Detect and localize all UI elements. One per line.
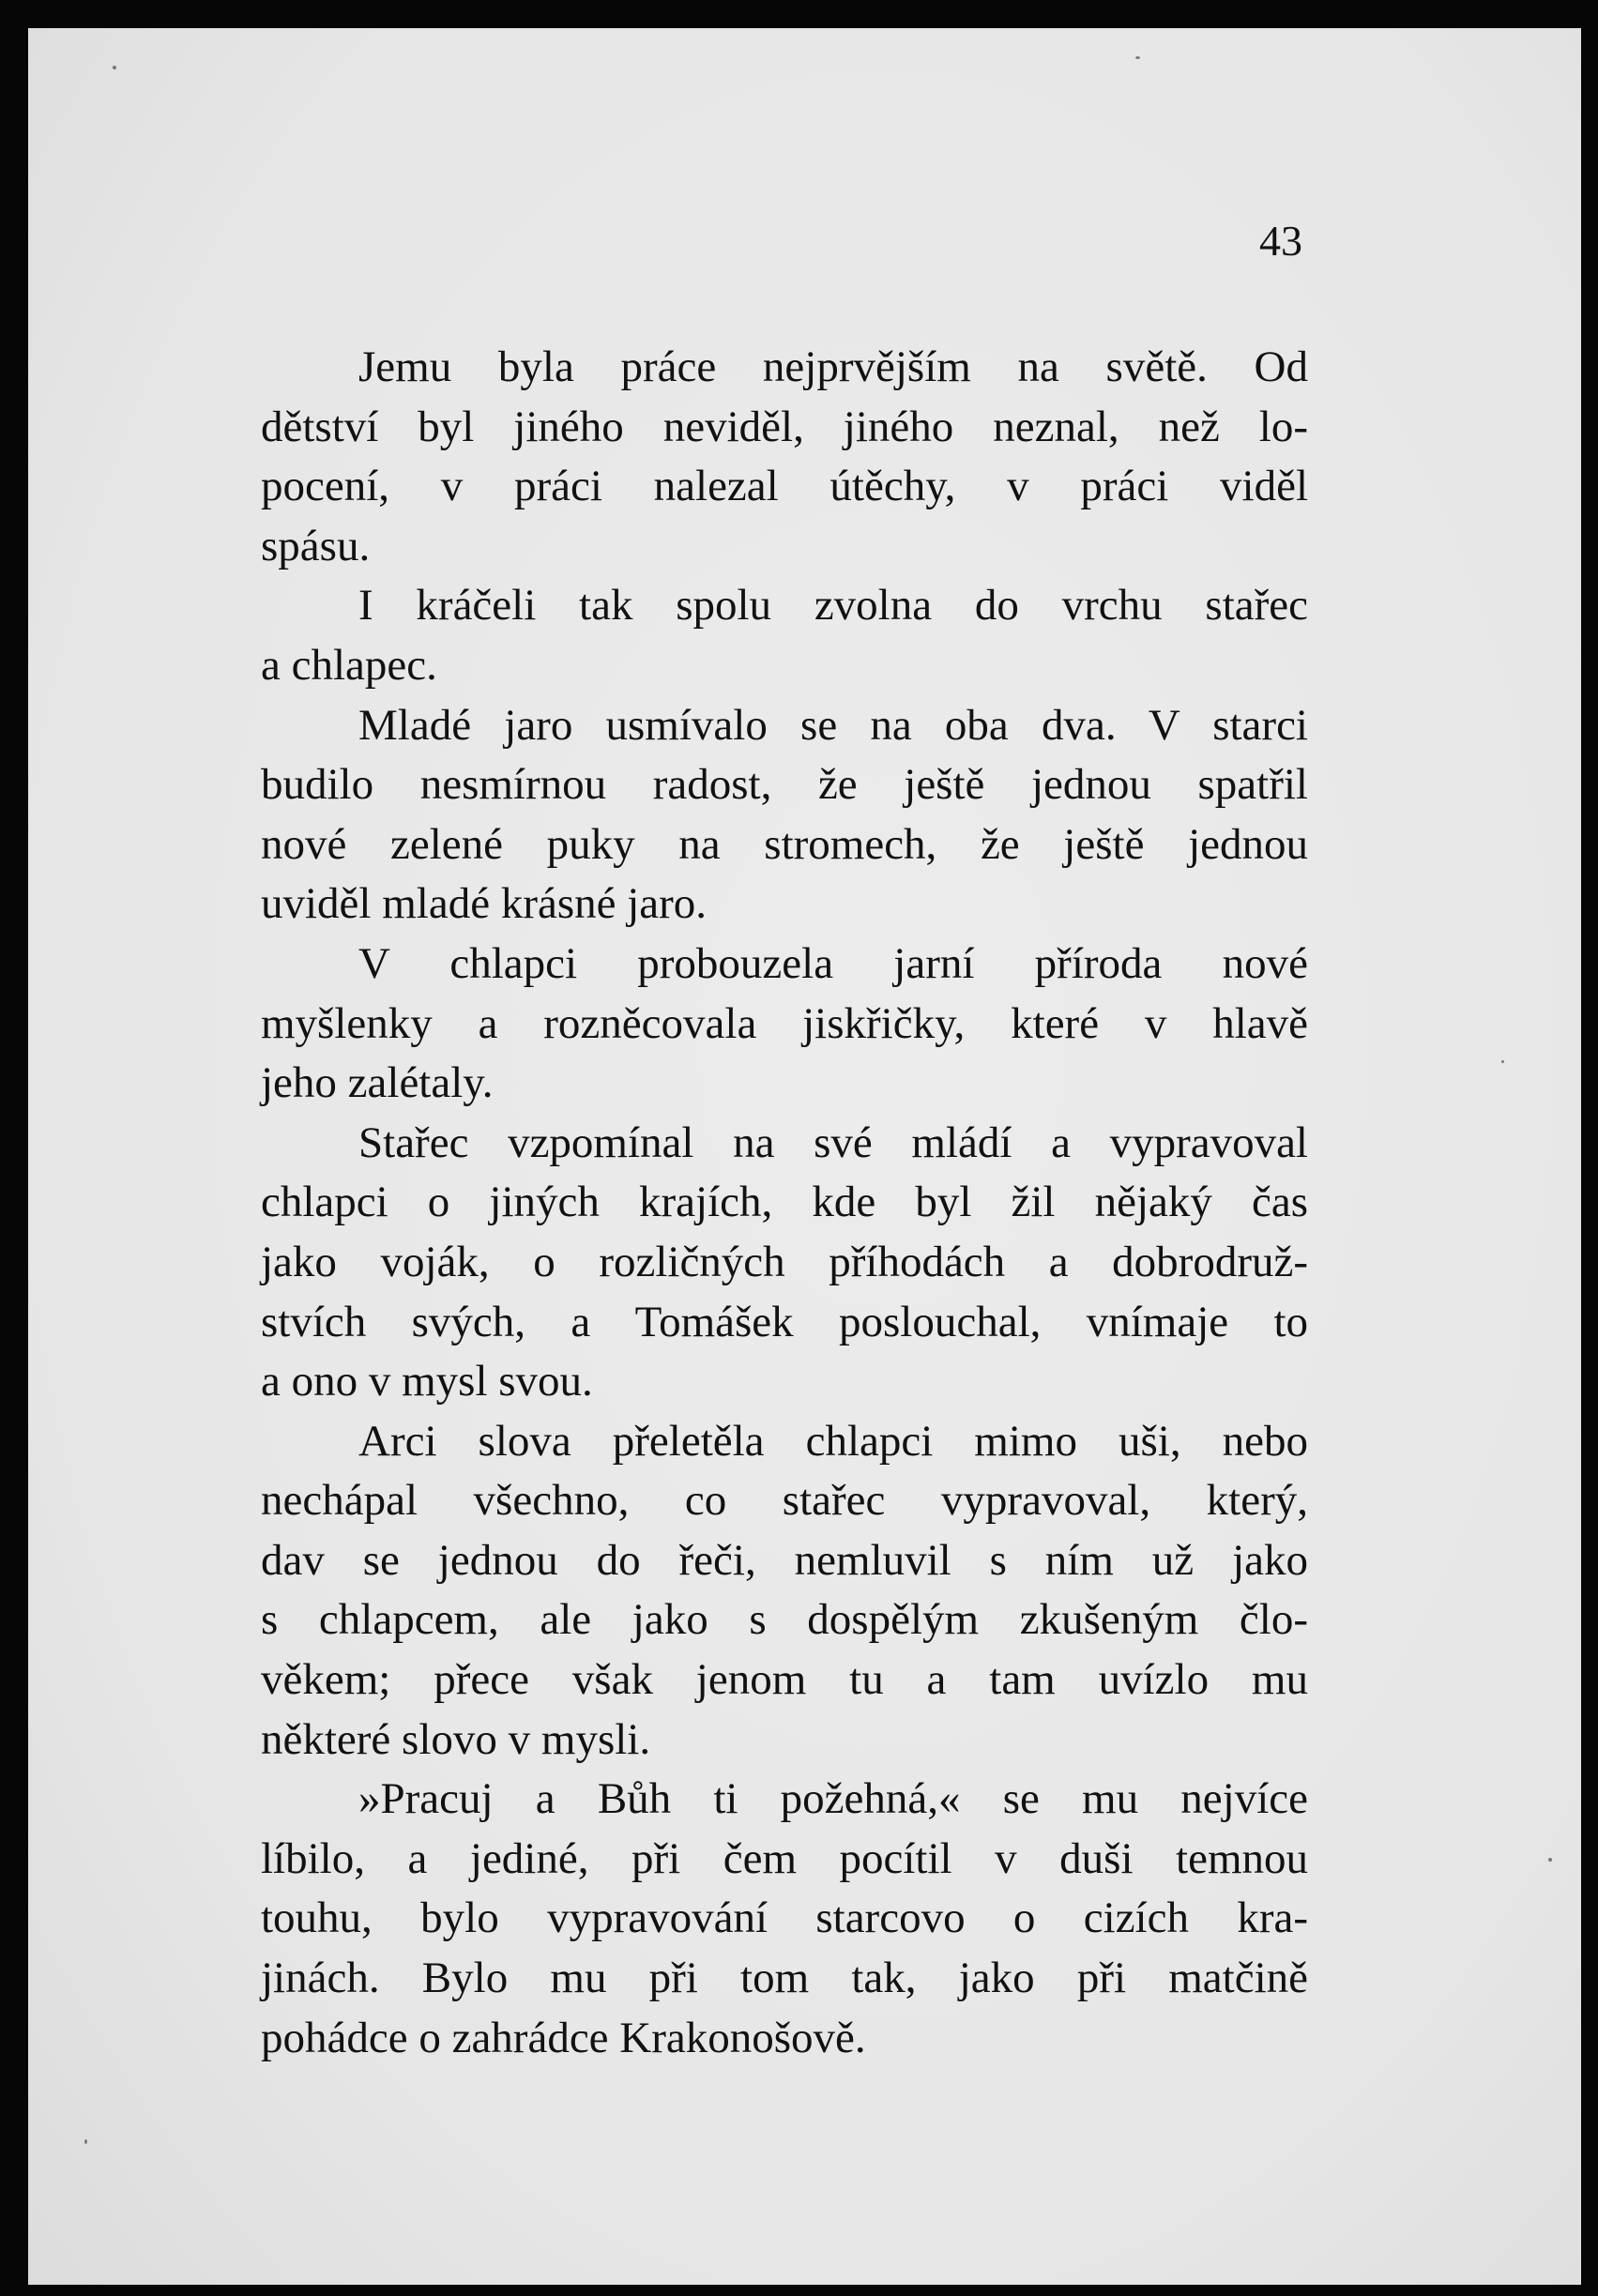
text-line: dav se jednou do řeči, nemluvil s ním už jako [261, 1535, 1308, 1585]
text-line: spásu. [261, 521, 371, 570]
text-line: myšlenky a rozněcovala jiskřičky, které v hlavě [261, 998, 1308, 1048]
text-line: I kráčeli tak spolu zvolna do vrchu stařec [358, 581, 1308, 631]
book-page [28, 28, 1581, 2285]
text-line: touhu, bylo vypravování starcovo o cizích kra- [261, 1893, 1308, 1943]
text-line: jako voják, o rozličných příhodách a dobrodruž- [261, 1237, 1308, 1286]
dust-speck [1135, 56, 1140, 59]
text-line: stvích svých, a Tomášek poslouchal, vnímaje to [261, 1297, 1308, 1346]
text-line: uviděl mladé krásné jaro. [261, 879, 708, 929]
text-line: Arci slova přeletěla chlapci mimo uši, nebo [358, 1416, 1308, 1466]
text-line: pocení, v práci nalezal útěchy, v práci viděl [261, 462, 1308, 511]
text-line: jeho zalétaly. [261, 1058, 494, 1108]
text-line: pohádce o zahrádce Krakonošově. [261, 2013, 866, 2062]
body-text [261, 338, 1308, 2068]
text-line: věkem; přece však jenom tu a tam uvízlo mu [261, 1655, 1308, 1705]
dust-speck [1548, 1858, 1552, 1862]
text-line: »Pracuj a Bůh ti požehná,« se mu nejvíce [358, 1774, 1308, 1824]
dust-speck [1501, 1060, 1504, 1063]
text-line: V chlapci probouzela jarní příroda nové [358, 938, 1308, 988]
text-line: jinách. Bylo mu při tom tak, jako při matčině [261, 1954, 1308, 2003]
text-line: budilo nesmírnou radost, že ještě jednou spatřil [261, 760, 1308, 810]
text-line: dětství byl jiného neviděl, jiného neznal, než lo- [261, 402, 1308, 451]
text-line: a ono v mysl svou. [261, 1357, 593, 1406]
text-line: Jemu byla práce nejprvějším na světě. Od [358, 342, 1308, 391]
dust-speck [113, 66, 116, 69]
text-line: a chlapec. [261, 640, 437, 690]
text-line: Mladé jaro usmívalo se na oba dva. V starci [358, 700, 1308, 750]
dust-speck [84, 2139, 87, 2144]
text-line: s chlapcem, ale jako s dospělým zkušeným člo- [261, 1595, 1308, 1645]
text-line: chlapci o jiných krajích, kde byl žil nějaký čas [261, 1178, 1308, 1227]
text-line: některé slovo v mysli. [261, 1714, 651, 1764]
text-line: nechápal všechno, co stařec vypravoval, který, [261, 1476, 1308, 1526]
text-line: Stařec vzpomínal na své mládí a vypravoval [358, 1118, 1308, 1167]
page-number: 43 [1259, 217, 1302, 265]
text-line: nové zelené puky na stromech, že ještě jednou [261, 819, 1308, 869]
text-line: líbilo, a jediné, při čem pocítil v duši temnou [261, 1833, 1308, 1883]
